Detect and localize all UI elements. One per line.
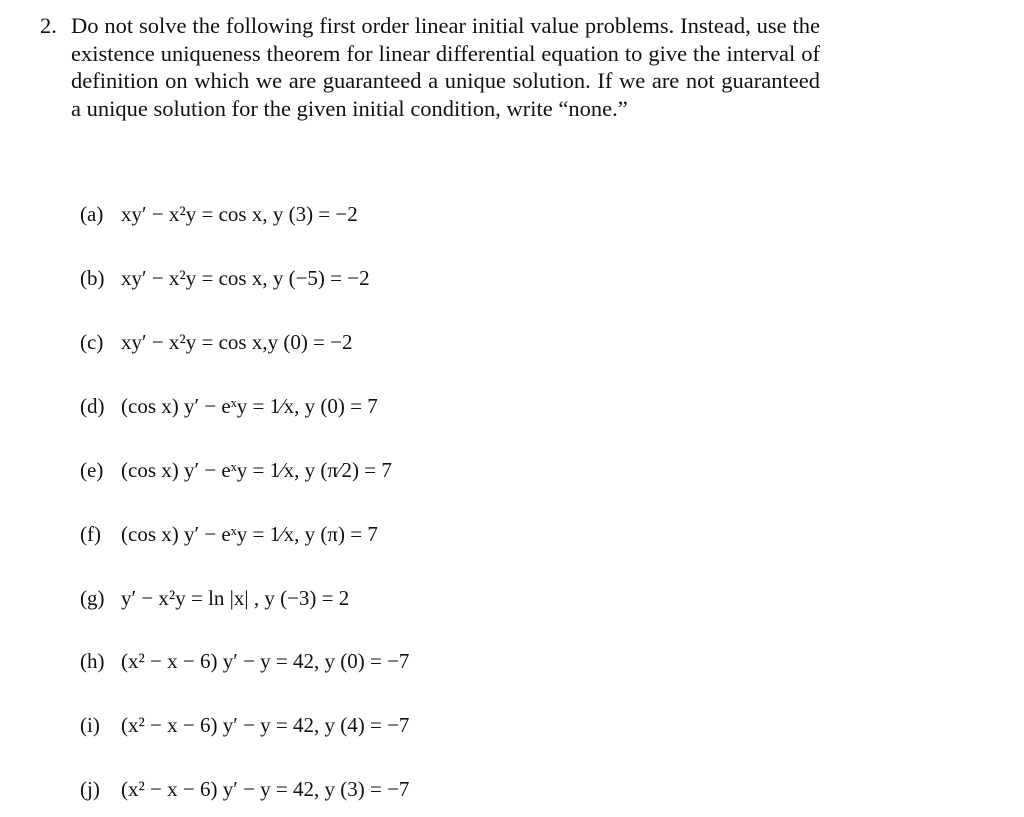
part-label: (g) xyxy=(80,586,105,610)
part-e xyxy=(80,456,392,486)
problem-2 xyxy=(40,12,820,122)
part-equation: xy′ − x²y = cos x,y (0) = −2 xyxy=(121,330,353,354)
part-i xyxy=(80,711,409,741)
problem-instructions: Do not solve the following first order linear initial value problems. Instead, use the existence uniqueness theorem for linear differential equation to give the interval of definition on which we are guaranteed a unique solution. If we are not guaranteed a unique solution for the given initial condition, write “none.” xyxy=(71,13,820,121)
part-label: (b) xyxy=(80,266,105,290)
part-equation: (x² − x − 6) y′ − y = 42, y (0) = −7 xyxy=(121,649,410,673)
part-h xyxy=(80,647,409,677)
part-equation: (x² − x − 6) y′ − y = 42, y (3) = −7 xyxy=(121,777,410,801)
part-equation: xy′ − x²y = cos x, y (−5) = −2 xyxy=(121,266,370,290)
part-equation: (cos x) y′ − eˣy = 1⁄x, y (0) = 7 xyxy=(121,394,378,418)
part-label: (a) xyxy=(80,202,104,226)
part-label: (f) xyxy=(80,522,101,546)
part-j xyxy=(80,775,409,805)
part-d xyxy=(80,392,378,422)
part-label: (e) xyxy=(80,458,104,482)
part-c xyxy=(80,328,353,358)
part-equation: (x² − x − 6) y′ − y = 42, y (4) = −7 xyxy=(121,713,410,737)
part-label: (d) xyxy=(80,394,105,418)
part-equation: (cos x) y′ − eˣy = 1⁄x, y (π⁄2) = 7 xyxy=(121,458,392,482)
part-equation: (cos x) y′ − eˣy = 1⁄x, y (π) = 7 xyxy=(121,522,378,546)
part-label: (i) xyxy=(80,713,100,737)
part-equation: y′ − x²y = ln |x| , y (−3) = 2 xyxy=(121,586,350,610)
part-label: (h) xyxy=(80,649,105,673)
part-label: (c) xyxy=(80,330,104,354)
part-b xyxy=(80,264,370,294)
part-label: (j) xyxy=(80,777,100,801)
part-a xyxy=(80,200,358,230)
part-g xyxy=(80,584,349,614)
problem-number: 2. xyxy=(40,13,57,38)
part-f xyxy=(80,520,378,550)
part-equation: xy′ − x²y = cos x, y (3) = −2 xyxy=(121,202,358,226)
